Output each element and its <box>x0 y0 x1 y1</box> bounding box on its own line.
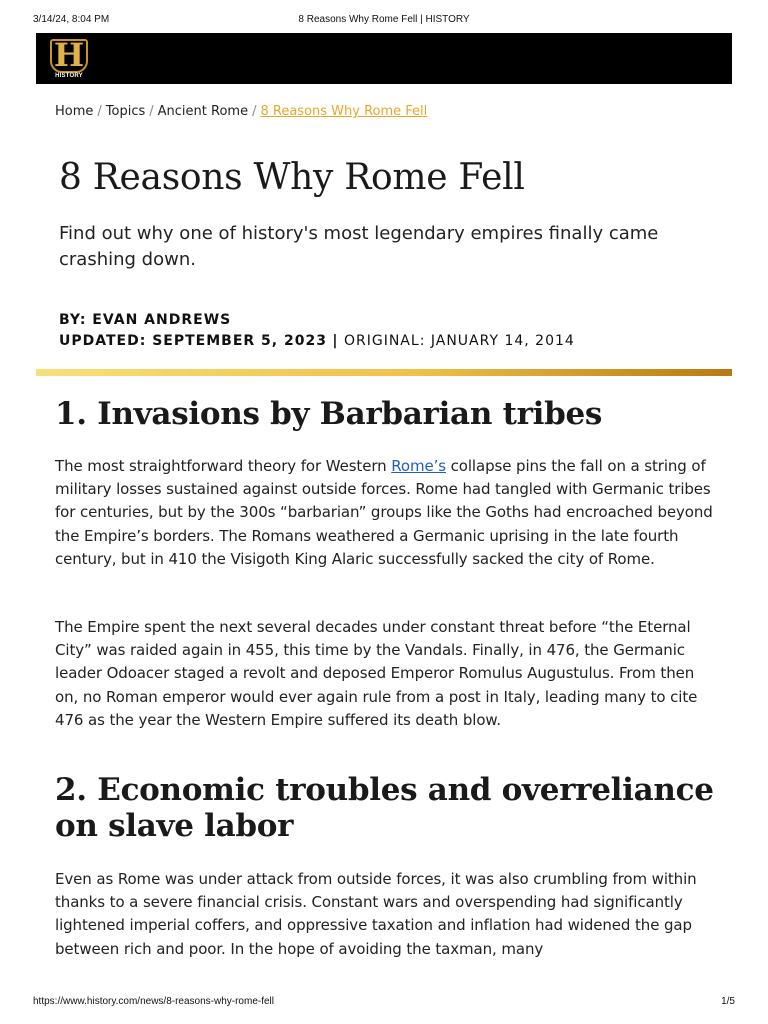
paragraph-text: collapse pins the fall on a string of military losses sustained against outside forces. Rome had tangled with Germanic tribes for centuries, but by the 300s “barbarian” groups like the Goths had encroached beyond the Empire’s borders. The Romans weathered a Germanic uprising in the late fourth century, but in 410 the Visigoth King Alaric successfully sacked the city of Rome. <box>55 457 713 568</box>
print-footer <box>0 996 768 1010</box>
breadcrumb-ancient-rome[interactable]: Ancient Rome <box>157 104 249 119</box>
author-label: BY: EVAN ANDREWS <box>59 312 232 328</box>
print-doc-title: 8 Reasons Why Rome Fell | HISTORY <box>298 14 470 25</box>
history-logo[interactable] <box>50 36 88 81</box>
breadcrumb-current[interactable]: 8 Reasons Why Rome Fell <box>260 104 428 119</box>
original-date: ORIGINAL: JANUARY 14, 2014 <box>343 333 575 349</box>
breadcrumb-separator: / <box>149 104 154 119</box>
section-1-paragraph-1 <box>55 455 715 571</box>
logo-letter: H <box>53 36 85 74</box>
section-heading-2: 2. Economic troubles and overreliance on slave labor <box>55 772 714 844</box>
print-url: https://www.history.com/news/8-reasons-why-rome-fell <box>33 996 274 1007</box>
print-header <box>0 14 768 28</box>
breadcrumb <box>55 104 427 119</box>
byline <box>59 310 575 352</box>
breadcrumb-separator: / <box>252 104 257 119</box>
gold-divider <box>36 369 732 376</box>
page-title: 8 Reasons Why Rome Fell <box>59 157 525 198</box>
date-divider: | <box>332 333 339 349</box>
section-1-paragraph-2: The Empire spent the next several decades under constant threat before “the Eternal City” was raided again in 455, this time by the Vandals. Finally, in 476, the Germanic leader Odoacer staged a revolt and deposed Emperor Romulus Augustulus. From then on, no Roman emperor would ever again rule from a post in Italy, leading many to cite 476 as the year the Western Empire suffered its death blow. <box>55 618 698 729</box>
paragraph-text: The most straightforward theory for Western <box>55 457 392 475</box>
print-datetime: 3/14/24, 8:04 PM <box>33 14 110 25</box>
breadcrumb-topics[interactable]: Topics <box>105 104 146 119</box>
article-dek: Find out why one of history's most legendary empires finally came crashing down. <box>59 223 659 270</box>
section-heading-1: 1. Invasions by Barbarian tribes <box>55 396 603 432</box>
updated-date: UPDATED: SEPTEMBER 5, 2023 <box>59 333 327 349</box>
breadcrumb-home[interactable]: Home <box>55 104 94 119</box>
section-2-paragraph-1: Even as Rome was under attack from outside forces, it was also crumbling from within thanks to a severe financial crisis. Constant wars and overspending had significantly lightened imperial coffers, and oppressive taxation and inflation had widened the gap between rich and poor. In the hope of avoiding the taxman, many <box>55 870 697 958</box>
site-header <box>36 33 732 84</box>
rome-link[interactable]: Rome’s <box>391 457 446 475</box>
logo-wordmark: HISTORY <box>55 73 83 79</box>
print-page-number: 1/5 <box>721 996 735 1007</box>
breadcrumb-separator: / <box>97 104 102 119</box>
